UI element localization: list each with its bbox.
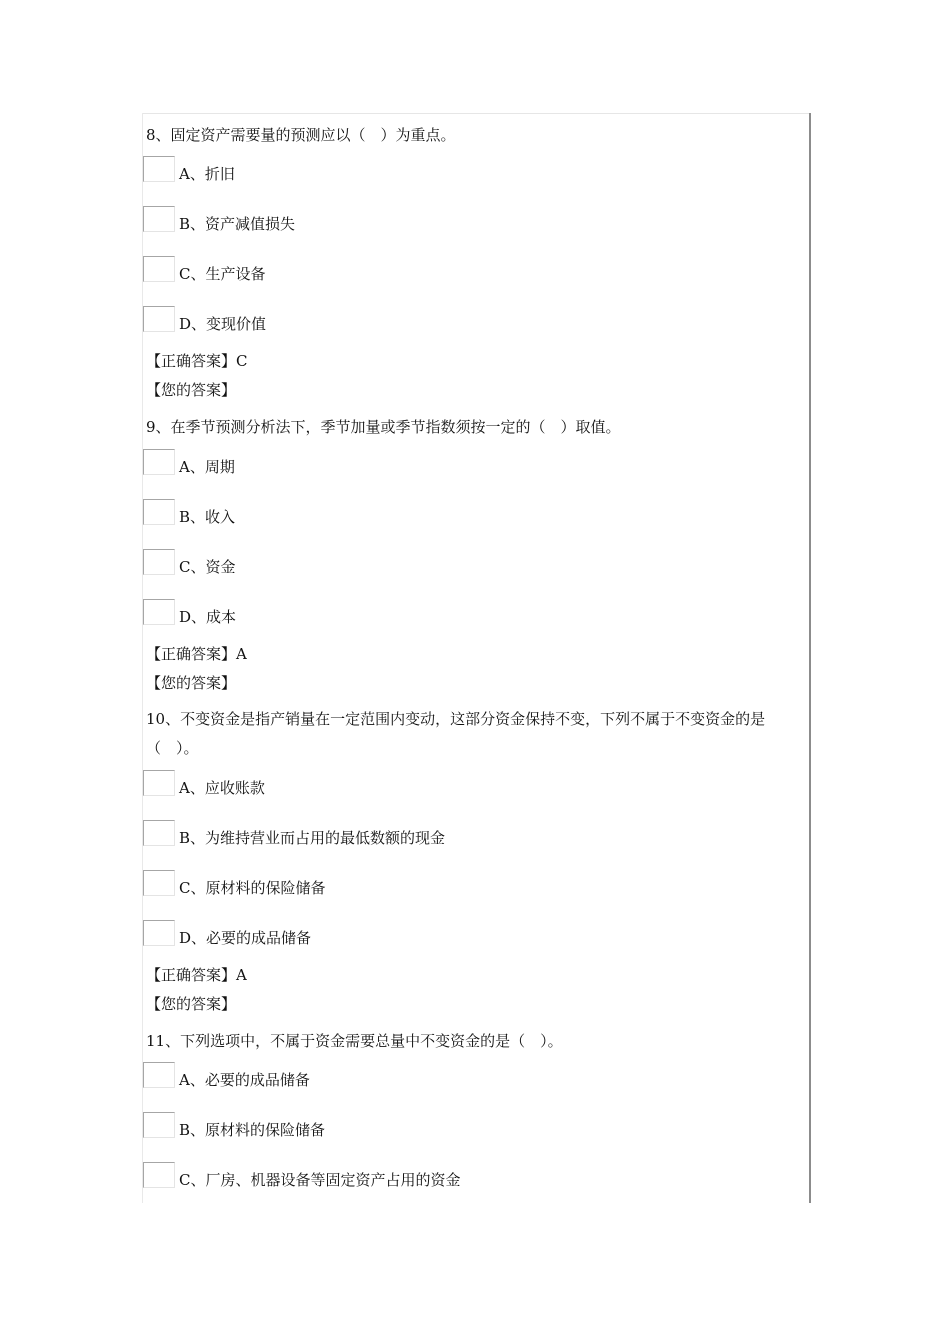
option-checkbox[interactable] — [143, 820, 175, 846]
option-label: A、应收账款 — [179, 779, 265, 797]
option-checkbox[interactable] — [143, 599, 175, 625]
option-checkbox[interactable] — [143, 499, 175, 525]
option-label: D、变现价值 — [179, 315, 267, 333]
correct-answer: 【正确答案】C — [146, 352, 248, 370]
option-b[interactable] — [143, 495, 235, 525]
option-checkbox[interactable] — [143, 156, 175, 182]
option-checkbox[interactable] — [143, 1112, 175, 1138]
your-answer: 【您的答案】 — [146, 381, 237, 399]
option-checkbox[interactable] — [143, 1062, 175, 1088]
option-c[interactable] — [143, 1158, 460, 1188]
question-text: 11、下列选项中，不属于资金需要总量中不变资金的是（ ）。 — [146, 1032, 563, 1050]
quiz-content — [142, 113, 810, 1203]
option-b[interactable] — [143, 202, 295, 232]
option-checkbox[interactable] — [143, 206, 175, 232]
option-checkbox[interactable] — [143, 1162, 175, 1188]
option-label: D、成本 — [179, 608, 237, 626]
option-label: B、原材料的保险储备 — [179, 1121, 326, 1139]
option-c[interactable] — [143, 866, 325, 896]
option-label: C、原材料的保险储备 — [179, 879, 326, 897]
your-answer: 【您的答案】 — [146, 674, 237, 692]
question-text: 8、固定资产需要量的预测应以（ ）为重点。 — [146, 126, 456, 144]
option-label: C、生产设备 — [179, 265, 266, 283]
option-label: C、资金 — [179, 558, 236, 576]
option-checkbox[interactable] — [143, 256, 175, 282]
option-b[interactable] — [143, 1108, 325, 1138]
option-c[interactable] — [143, 545, 235, 575]
option-label: D、必要的成品储备 — [179, 929, 312, 947]
option-label: A、周期 — [179, 458, 235, 476]
option-checkbox[interactable] — [143, 549, 175, 575]
option-checkbox[interactable] — [143, 770, 175, 796]
option-label: A、必要的成品储备 — [179, 1071, 310, 1089]
option-d[interactable] — [143, 302, 266, 332]
option-checkbox[interactable] — [143, 870, 175, 896]
option-label: B、为维持营业而占用的最低数额的现金 — [179, 829, 446, 847]
option-d[interactable] — [143, 916, 311, 946]
option-d[interactable] — [143, 595, 236, 625]
option-a[interactable] — [143, 152, 235, 182]
option-checkbox[interactable] — [143, 306, 175, 332]
option-checkbox[interactable] — [143, 449, 175, 475]
option-label: B、资产减值损失 — [179, 215, 296, 233]
option-label: B、收入 — [179, 508, 236, 526]
option-checkbox[interactable] — [143, 920, 175, 946]
option-label: C、厂房、机器设备等固定资产占用的资金 — [179, 1171, 461, 1189]
your-answer: 【您的答案】 — [146, 995, 237, 1013]
option-c[interactable] — [143, 252, 265, 282]
correct-answer: 【正确答案】A — [146, 966, 247, 984]
option-a[interactable] — [143, 445, 235, 475]
option-label: A、折旧 — [179, 165, 235, 183]
question-text: 9、在季节预测分析法下，季节加量或季节指数须按一定的（ ）取值。 — [146, 418, 621, 436]
option-a[interactable] — [143, 1058, 310, 1088]
question-text: 10、不变资金是指产销量在一定范围内变动，这部分资金保持不变，下列不属于不变资金的是（ ）。 — [146, 710, 766, 757]
option-b[interactable] — [143, 816, 445, 846]
correct-answer: 【正确答案】A — [146, 645, 247, 663]
option-a[interactable] — [143, 766, 265, 796]
